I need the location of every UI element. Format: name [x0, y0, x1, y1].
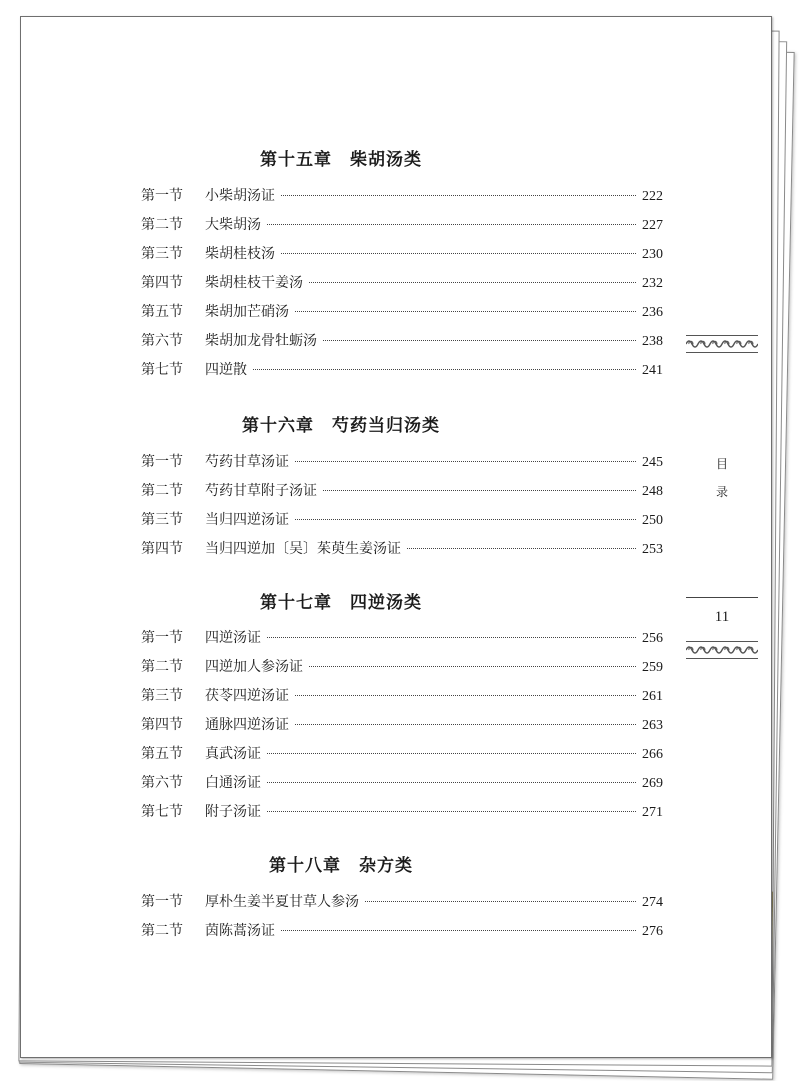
page-ref: 263 [642, 718, 663, 733]
leader-dots [309, 666, 636, 667]
toc-row[interactable] [141, 920, 663, 940]
section-number: 第四节 [141, 541, 183, 557]
toc-row[interactable] [141, 214, 663, 234]
section-title: 柴胡加芒硝汤 [205, 304, 289, 320]
section-number: 第六节 [141, 333, 183, 349]
page-ref: 245 [642, 455, 663, 470]
section-number: 第三节 [141, 688, 183, 704]
section-title: 四逆汤证 [205, 630, 261, 646]
leader-dots [295, 724, 636, 725]
section-number: 第一节 [141, 188, 183, 204]
leader-dots [295, 311, 636, 312]
page-ref: 274 [642, 895, 663, 910]
section-title: 柴胡桂枝汤 [205, 246, 275, 262]
section-number: 第二节 [141, 483, 183, 499]
page-ref: 259 [642, 660, 663, 675]
toc-row[interactable] [141, 243, 663, 263]
page-ref: 250 [642, 513, 663, 528]
toc-row[interactable] [141, 891, 663, 911]
leader-dots [267, 753, 636, 754]
section-number: 第三节 [141, 246, 183, 262]
section-title: 四逆散 [205, 362, 247, 378]
page-ref: 269 [642, 776, 663, 791]
chapter-title: 第十六章 芍药当归汤类 [242, 416, 440, 436]
section-title: 白通汤证 [205, 775, 261, 791]
leader-dots [407, 548, 636, 549]
page-ref: 256 [642, 631, 663, 646]
page-ref: 222 [642, 189, 663, 204]
section-number: 第五节 [141, 304, 183, 320]
page-ref: 236 [642, 305, 663, 320]
section-number: 第二节 [141, 217, 183, 233]
toc-row[interactable] [141, 272, 663, 292]
section-number: 第一节 [141, 454, 183, 470]
leader-dots [267, 224, 636, 225]
chapter-title: 第十五章 柴胡汤类 [260, 150, 422, 170]
toc-row[interactable] [141, 451, 663, 471]
page-ref: 227 [642, 218, 663, 233]
leader-dots [365, 901, 636, 902]
toc-row[interactable] [141, 685, 663, 705]
toc-row[interactable] [141, 801, 663, 821]
leader-dots [295, 519, 636, 520]
toc-row[interactable] [141, 480, 663, 500]
toc-row[interactable] [141, 301, 663, 321]
section-title: 茵陈蒿汤证 [205, 923, 275, 939]
leader-dots [323, 490, 636, 491]
toc-row[interactable] [141, 359, 663, 379]
section-title: 通脉四逆汤证 [205, 717, 289, 733]
toc-row[interactable] [141, 509, 663, 529]
section-number: 第一节 [141, 630, 183, 646]
toc-row[interactable] [141, 743, 663, 763]
leader-dots [267, 782, 636, 783]
page-number: 11 [714, 609, 730, 625]
leader-dots [323, 340, 636, 341]
section-number: 第一节 [141, 894, 183, 910]
leader-dots [295, 695, 636, 696]
section-title: 大柴胡汤 [205, 217, 261, 233]
toc-row[interactable] [141, 185, 663, 205]
section-title: 真武汤证 [205, 746, 261, 762]
section-number: 第二节 [141, 659, 183, 675]
section-title: 附子汤证 [205, 804, 261, 820]
section-number: 第七节 [141, 362, 183, 378]
toc-row[interactable] [141, 656, 663, 676]
wave-ornament-top [686, 335, 758, 353]
leader-dots [281, 195, 636, 196]
page-ref: 238 [642, 334, 663, 349]
page-ref: 230 [642, 247, 663, 262]
chapter-title: 第十八章 杂方类 [269, 856, 413, 876]
section-number: 第四节 [141, 275, 183, 291]
page-ref: 276 [642, 924, 663, 939]
page-ref: 232 [642, 276, 663, 291]
toc-row[interactable] [141, 714, 663, 734]
leader-dots [253, 369, 636, 370]
section-title: 小柴胡汤证 [205, 188, 275, 204]
section-title: 柴胡加龙骨牡蛎汤 [205, 333, 317, 349]
section-title: 当归四逆汤证 [205, 512, 289, 528]
leader-dots [267, 811, 636, 812]
section-title: 四逆加人参汤证 [205, 659, 303, 675]
toc-row[interactable] [141, 627, 663, 647]
toc-row[interactable] [141, 330, 663, 350]
side-label-mu: 目 [715, 457, 728, 471]
page-ref: 261 [642, 689, 663, 704]
section-number: 第二节 [141, 923, 183, 939]
section-title: 厚朴生姜半夏甘草人参汤 [205, 894, 359, 910]
chapter-title: 第十七章 四逆汤类 [260, 593, 422, 613]
toc-row[interactable] [141, 772, 663, 792]
leader-dots [281, 930, 636, 931]
leader-dots [309, 282, 636, 283]
section-title: 芍药甘草汤证 [205, 454, 289, 470]
wave-ornament-bottom [686, 641, 758, 659]
page-ref: 266 [642, 747, 663, 762]
page-ref: 241 [642, 363, 663, 378]
toc-row[interactable] [141, 538, 663, 558]
leader-dots [295, 461, 636, 462]
section-title: 当归四逆加〔吴〕茱萸生姜汤证 [205, 541, 401, 557]
section-title: 芍药甘草附子汤证 [205, 483, 317, 499]
side-label-lu: 录 [715, 485, 728, 499]
leader-dots [267, 637, 636, 638]
leader-dots [281, 253, 636, 254]
section-number: 第三节 [141, 512, 183, 528]
toc-page [20, 16, 772, 1058]
section-number: 第四节 [141, 717, 183, 733]
section-title: 茯苓四逆汤证 [205, 688, 289, 704]
page-ref: 253 [642, 542, 663, 557]
page-ref: 248 [642, 484, 663, 499]
section-number: 第六节 [141, 775, 183, 791]
page-number-rule [686, 597, 758, 598]
section-number: 第七节 [141, 804, 183, 820]
page-ref: 271 [642, 805, 663, 820]
section-title: 柴胡桂枝干姜汤 [205, 275, 303, 291]
section-number: 第五节 [141, 746, 183, 762]
